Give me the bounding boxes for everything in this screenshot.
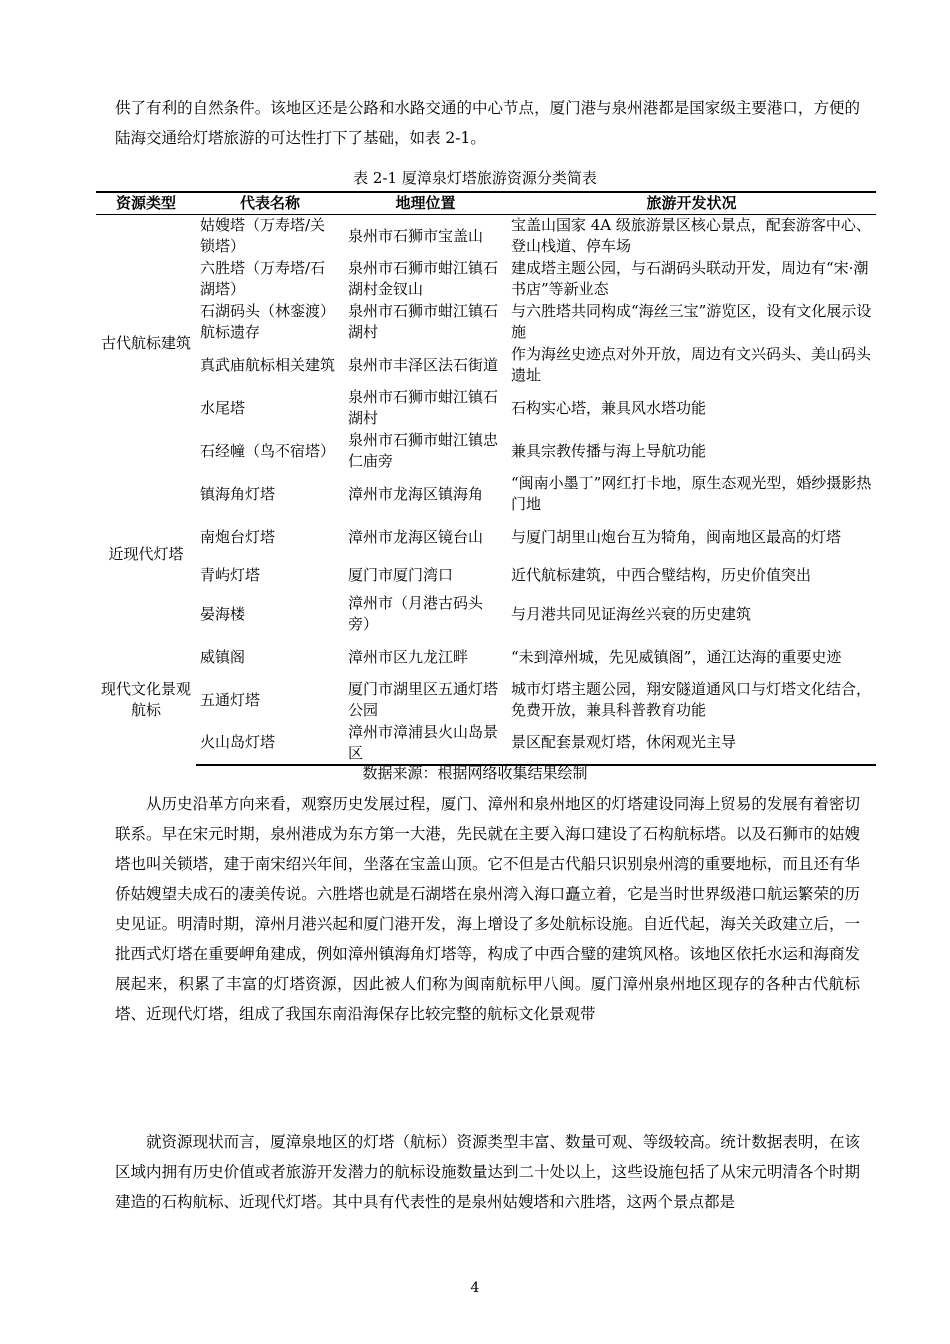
status-cell: “闽南小墨丁”网红打卡地，原生态观光型，婚纱摄影热门地: [511, 474, 872, 513]
status-cell: 近代航标建筑，中西合璧结构，历史价值突出: [511, 566, 812, 584]
status-cell: “未到漳州城，先见威镇阁”，通江达海的重要史迹: [511, 647, 842, 666]
location-cell: 泉州市石狮市蚶江镇石湖村: [348, 302, 499, 341]
table-row: [96, 301, 876, 344]
location-cell: 泉州市丰泽区法石街道: [348, 355, 499, 374]
location-cell: 泉州市石狮市蚶江镇石湖村金钗山: [348, 259, 499, 298]
name-cell: 镇海角灯塔: [200, 484, 276, 503]
table-caption: 表 2-1 厦漳泉灯塔旅游资源分类简表: [353, 169, 597, 187]
name-cell: 姑嫂塔（万寿塔/关锁塔）: [200, 216, 326, 256]
location-cell: 厦门市厦门湾口: [348, 566, 454, 584]
status-cell: 景区配套景观灯塔，休闲观光主导: [507, 722, 876, 765]
name-cell: 火山岛灯塔: [196, 722, 344, 765]
table-row: [96, 722, 876, 765]
table-row: [96, 559, 876, 593]
table-row: [96, 215, 876, 258]
name-cell: 南炮台灯塔: [200, 527, 276, 546]
location-cell: 漳州市龙海区镇海角: [348, 484, 484, 503]
header-location: 地理位置: [344, 192, 507, 215]
location-cell: 漳州市区九龙江畔: [348, 647, 469, 666]
status-cell: 与六胜塔共同构成“海丝三宝”游览区，设有文化展示设施: [511, 302, 872, 341]
status-cell: 建成塔主题公园，与石湖码头联动开发，周边有“宋·潮书店”等新业态: [511, 259, 869, 298]
table-row: [96, 516, 876, 559]
name-cell: 真武庙航标相关建筑: [200, 355, 336, 374]
name-cell: 石经幢（鸟不宿塔）: [200, 441, 336, 460]
location-cell: 泉州市石狮市蚶江镇忠仁庙旁: [348, 431, 499, 470]
body-paragraph: 从历史沿革方向来看，观察历史发展过程，厦门、漳州和泉州地区的灯塔建设同海上贸易的发展有着密切联系。早在宋元时期，泉州港成为东方第一大港，先民就在主要入海口建设了石构航标塔。以及石狮市的姑嫂塔也叫关锁塔，建于南宋绍兴年间，坐落在宝盖山顶。它不但是古代船只识别泉州湾的重要地标，而且还有华侨姑嫂望夫成石的凄美传说。六胜塔也就是石湖塔在泉州湾入海口矗立着，它是当时世界级港口航运繁荣的历史见证。明清时期，漳州月港兴起和厦门港开发，海上增设了多处航标设施。自近代起，海关关政建立后，一批西式灯塔在重要岬角建成，例如漳州镇海角灯塔等，构成了中西合璧的建筑风格。该地区依托水运和海商发展起来，积累了丰富的灯塔资源，因此被人们称为闽南航标甲八闽。厦门漳州泉州地区现存的各种古代航标塔、近现代灯塔，组成了我国东南沿海保存比较完整的航标文化景观带: [115, 795, 860, 1023]
status-cell: 城市灯塔主题公园，翔安隧道通风口与灯塔文化结合，免费开放，兼具科普教育功能: [511, 680, 872, 719]
location-cell: 漳州市（月港古码头旁）: [348, 594, 484, 633]
header-development-status: 旅游开发状况: [507, 192, 876, 215]
location-cell: 漳州市龙海区镜台山: [348, 527, 484, 546]
table-row: [96, 258, 876, 301]
table-row: [96, 679, 876, 722]
table-header-row: [96, 192, 876, 215]
location-cell: 厦门市湖里区五通灯塔公园: [348, 680, 499, 719]
body-paragraph: 就资源现状而言，厦漳泉地区的灯塔（航标）资源类型丰富、数量可观、等级较高。统计数据表明，在该区域内拥有历史价值或者旅游开发潜力的航标设施数量达到二十处以上，这些设施包括了从宋元明清各个时期建造的石构航标、近现代灯塔。其中具有代表性的是泉州姑嫂塔和六胜塔，这两个景点都是: [115, 1133, 860, 1211]
location-cell: 泉州市石狮市宝盖山: [348, 226, 484, 245]
table-row: [96, 473, 876, 516]
category-cell: 现代文化景观航标: [100, 680, 191, 719]
header-resource-type: 资源类型: [96, 192, 196, 215]
table-row: [96, 593, 876, 636]
name-cell: 晏海楼: [200, 604, 246, 623]
name-cell: 五通灯塔: [200, 690, 261, 709]
status-cell: 与月港共同见证海丝兴衰的历史建筑: [511, 604, 752, 623]
intro-paragraph: 供了有利的自然条件。该地区还是公路和水路交通的中心节点，厦门港与泉州港都是国家级主要港口，方便的陆海交通给灯塔旅游的可达性打下了基础，如表 2-1。: [115, 99, 860, 147]
category-cell: 近现代灯塔: [108, 544, 184, 563]
name-cell: 水尾塔: [200, 398, 246, 417]
table-row: [96, 430, 876, 473]
status-cell: 与厦门胡里山炮台互为犄角，闽南地区最高的灯塔: [511, 527, 842, 546]
location-cell: 漳州市漳浦县火山岛景区: [344, 722, 507, 765]
header-name: 代表名称: [196, 192, 344, 215]
status-cell: 石构实心塔，兼具风水塔功能: [511, 398, 707, 417]
page-number: 4: [470, 1280, 480, 1296]
table-source-note: 数据来源：根据网络收集结果绘制: [362, 764, 588, 782]
name-cell: 青屿灯塔: [200, 566, 261, 584]
category-cell: 古代航标建筑: [100, 334, 191, 353]
table-row: [96, 636, 876, 679]
status-cell: 宝盖山国家 4A 级旅游景区核心景点，配套游客中心、登山栈道、停车场: [511, 216, 871, 256]
status-cell: 作为海丝史迹点对外开放，周边有文兴码头、美山码头遗址: [511, 345, 872, 384]
name-cell: 六胜塔（万寿塔/石湖塔）: [200, 259, 326, 298]
table-row: [96, 344, 876, 387]
name-cell: 石湖码头（林銮渡）航标遗存: [200, 302, 336, 341]
name-cell: 威镇阁: [200, 647, 246, 666]
table-row: [96, 387, 876, 430]
location-cell: 泉州市石狮市蚶江镇石湖村: [348, 388, 499, 427]
status-cell: 兼具宗教传播与海上导航功能: [511, 441, 707, 460]
resource-table: [96, 191, 876, 766]
